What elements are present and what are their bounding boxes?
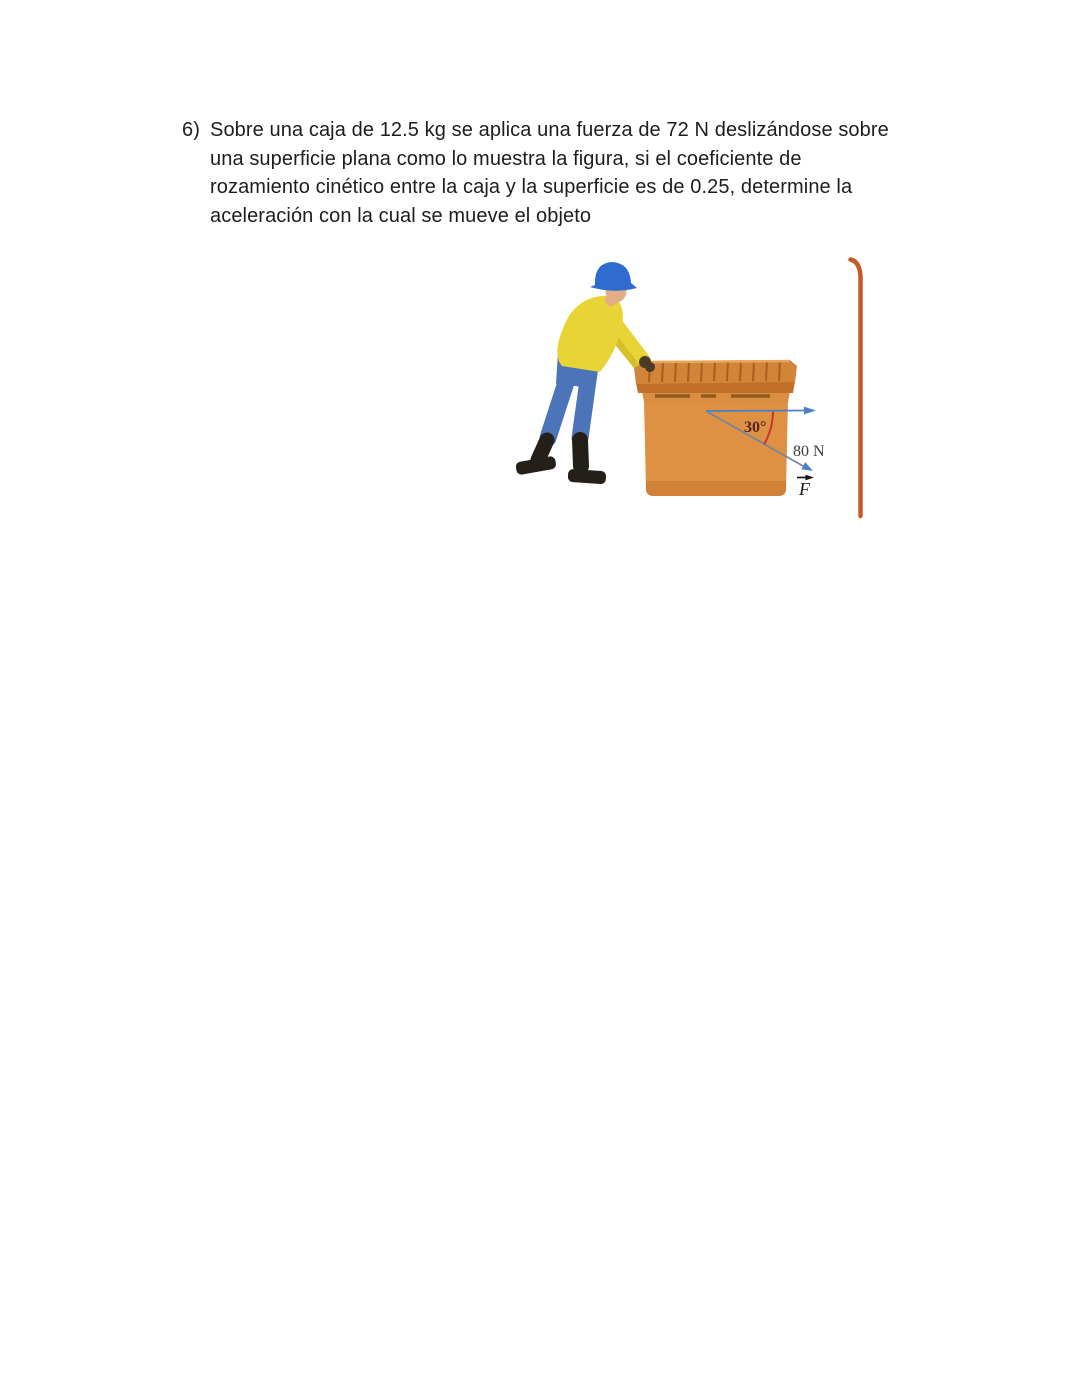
crate-lid-highlight [648,361,790,362]
problem-text [210,116,934,230]
force-magnitude-label: 80 N [793,443,825,460]
problem-line: una superficie plana como lo muestra la figura, si el coeficiente de [210,147,802,170]
worker-hard-hat [590,262,637,291]
worker-pushing-crate-figure [510,252,870,524]
worker-front-boot [580,440,581,466]
right-margin-line [851,260,861,517]
problem-line: rozamiento cinético entre la caja y la superficie es de 0.25, determine la [210,176,853,198]
applied-force-arrowhead-icon [801,462,813,471]
angle-label: 30° [744,419,767,436]
problem-block [182,116,934,230]
worker-person [515,262,640,484]
horizontal-reference-arrow [706,411,805,412]
force-vector-label: F [799,479,810,499]
worker-jacket-torso [557,296,623,372]
problem-number: 6) [182,119,200,141]
problem-line: Sobre una caja de 12.5 kg se aplica una fuerza de 72 N deslizándose sobre [210,119,889,141]
worker-back-boot [538,440,547,460]
figure-illustration [510,252,870,524]
crate-box [634,360,797,496]
worker-hand [645,362,655,372]
problem-line: aceleración con la cual se mueve el objeto [210,204,592,227]
crate-body-shadow [646,481,786,496]
worker-front-foot [568,469,607,485]
horizontal-arrowhead-icon [804,407,816,415]
